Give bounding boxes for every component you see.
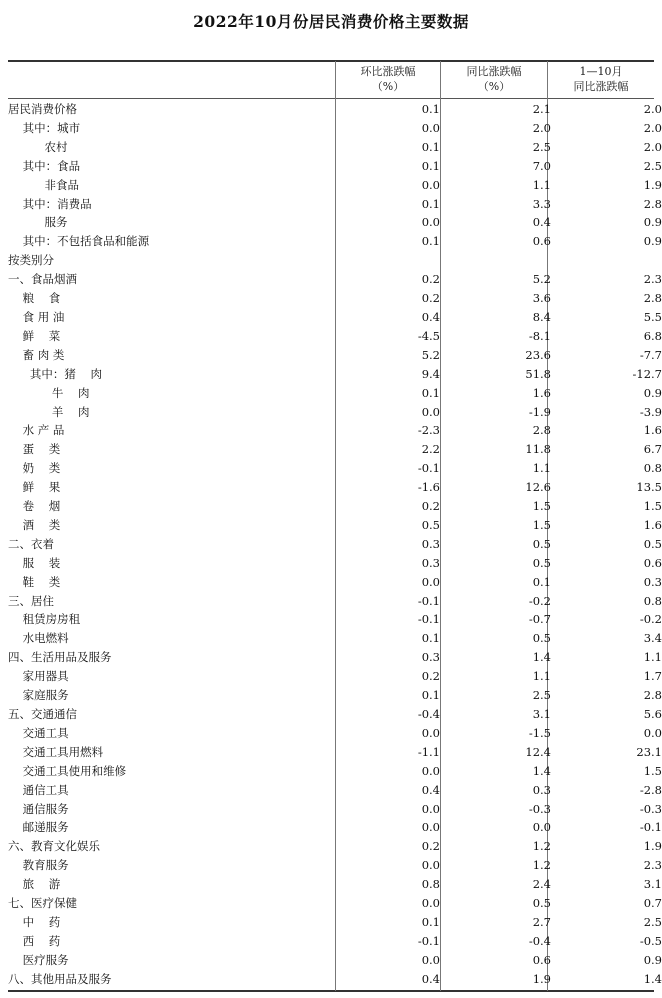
row-label: 酒 类 [8, 517, 61, 532]
row-label: 交通工具用燃料 [8, 744, 104, 759]
ytd-value: 2.5 [643, 158, 662, 173]
ytd-value: 2.5 [643, 914, 662, 929]
yoy-value: 0.5 [532, 631, 551, 646]
row-label: 中 药 [8, 914, 61, 929]
mom-value: -1.6 [417, 480, 440, 495]
table-row [8, 270, 662, 289]
table-row [8, 970, 662, 989]
ytd-value: 0.0 [643, 725, 662, 740]
row-label: 水电燃料 [8, 631, 69, 646]
yoy-value: -1.5 [528, 725, 551, 740]
row-label: 教育服务 [8, 858, 69, 873]
yoy-value: 3.1 [532, 707, 551, 721]
yoy-value: 1.5 [532, 499, 551, 514]
table-row [8, 667, 662, 686]
yoy-value: 7.0 [532, 158, 551, 173]
table-row [8, 365, 662, 384]
mom-value: 0.2 [421, 669, 440, 684]
yoy-value: 23.6 [525, 347, 551, 362]
table-row [8, 138, 662, 157]
ytd-value: -3.9 [639, 404, 662, 419]
ytd-value: 1.6 [643, 423, 662, 438]
ytd-value: 1.9 [643, 177, 662, 192]
mom-value: 0.1 [421, 234, 440, 249]
yoy-value: 12.4 [525, 744, 551, 759]
row-label: 按类别分 [8, 253, 54, 268]
ytd-value: 1.5 [643, 499, 662, 514]
yoy-value: 8.4 [532, 309, 551, 324]
table-row [8, 195, 662, 214]
table-row [8, 327, 662, 346]
yoy-value: 0.5 [532, 555, 551, 570]
row-label: 医疗服务 [8, 952, 69, 967]
ytd-value: 6.7 [643, 442, 662, 457]
mom-value: 0.0 [421, 177, 440, 192]
yoy-value: -0.7 [528, 612, 551, 627]
ytd-value: 2.8 [643, 688, 662, 703]
yoy-value: 1.1 [532, 177, 551, 192]
mom-value: -0.1 [417, 461, 440, 476]
mom-value: 0.3 [421, 555, 440, 570]
yoy-value: -0.4 [528, 933, 551, 948]
ytd-value: 5.5 [643, 309, 662, 324]
bottom-rule [8, 990, 654, 992]
table-row [8, 818, 662, 837]
yoy-value: 0.4 [532, 215, 551, 230]
ytd-value: 1.4 [643, 971, 662, 986]
table-row [8, 459, 662, 478]
ytd-value: -0.5 [639, 933, 662, 948]
yoy-value: 0.1 [532, 574, 551, 589]
row-label: 鞋 类 [8, 574, 61, 589]
mom-value: 2.2 [421, 442, 440, 457]
mom-value: -0.1 [417, 933, 440, 948]
table-row [8, 875, 662, 894]
yoy-value: -0.3 [528, 801, 551, 816]
mom-value: 0.0 [421, 763, 440, 778]
mom-value: 0.0 [421, 215, 440, 230]
table-row [8, 686, 662, 705]
ytd-value: 0.5 [643, 536, 662, 551]
table-row [8, 554, 662, 573]
mom-value: 0.3 [421, 536, 440, 551]
yoy-value: 1.9 [532, 971, 551, 986]
table-row [8, 724, 662, 743]
mom-value: 0.4 [421, 971, 440, 986]
yoy-value: 0.5 [532, 536, 551, 551]
row-label: 其中：不包括食品和能源 [8, 234, 150, 249]
yoy-value: 2.4 [532, 877, 551, 892]
table-row [8, 856, 662, 875]
row-label: 水 产 品 [8, 423, 65, 438]
row-label: 其中：猪 肉 [8, 366, 103, 381]
yoy-value: 1.6 [532, 385, 551, 400]
mom-value: 0.0 [421, 952, 440, 967]
ytd-value: 2.3 [643, 272, 662, 287]
ytd-value: 2.0 [643, 120, 662, 135]
page-title: 2022年10月份居民消费价格主要数据 [193, 12, 469, 31]
mom-value: 9.4 [421, 366, 440, 381]
yoy-value: 5.2 [532, 272, 551, 287]
table-row [8, 837, 662, 856]
row-label: 粮 食 [8, 291, 61, 306]
ytd-value: 0.3 [643, 574, 662, 589]
header-ytd-line2: 同比涨跌幅 [573, 80, 629, 93]
mom-value: 0.8 [421, 877, 440, 892]
yoy-value: 1.5 [532, 517, 551, 532]
table-row [8, 346, 662, 365]
ytd-value: 2.0 [643, 102, 662, 116]
yoy-value: 1.1 [532, 461, 551, 476]
mom-value: -4.5 [417, 328, 440, 343]
table-row [8, 478, 662, 497]
mom-value: -2.3 [417, 423, 440, 438]
mom-value: 0.0 [421, 801, 440, 816]
table-row [8, 213, 662, 232]
mom-value: 0.0 [421, 725, 440, 740]
table-row [8, 610, 662, 629]
table-row [8, 516, 662, 535]
yoy-value: 2.7 [532, 914, 551, 929]
row-label: 鲜 菜 [8, 328, 61, 343]
row-label: 牛 肉 [8, 385, 90, 400]
mom-value: 0.1 [421, 631, 440, 646]
table-row [8, 176, 662, 195]
row-label: 其中：食品 [8, 158, 81, 173]
ytd-value: 3.4 [643, 631, 662, 646]
ytd-value [555, 251, 662, 270]
yoy-value: 1.1 [532, 669, 551, 684]
yoy-value: 2.8 [532, 423, 551, 438]
mom-value: 0.2 [421, 291, 440, 306]
yoy-value: 1.4 [532, 650, 551, 665]
row-label: 奶 类 [8, 461, 61, 476]
table-row [8, 781, 662, 800]
row-label: 六、教育文化娱乐 [8, 839, 100, 854]
row-label: 四、生活用品及服务 [8, 650, 112, 665]
ytd-value: 1.1 [643, 650, 662, 665]
row-label: 邮递服务 [8, 820, 69, 835]
table-row [8, 951, 662, 970]
table-row [8, 573, 662, 592]
mom-value: 0.4 [421, 782, 440, 797]
table-row [8, 913, 662, 932]
mom-value: 0.1 [421, 139, 440, 154]
yoy-value: 3.3 [532, 196, 551, 211]
header-ytd [548, 64, 654, 96]
mom-value: 0.0 [421, 896, 440, 911]
table-row [8, 440, 662, 459]
table-row [8, 403, 662, 422]
table-row [8, 648, 662, 667]
yoy-value: 0.3 [532, 782, 551, 797]
yoy-value: 51.8 [525, 366, 551, 381]
mom-value: 0.5 [421, 517, 440, 532]
mom-value: 0.2 [421, 499, 440, 514]
ytd-value: -0.1 [639, 820, 662, 835]
mom-value: 0.1 [421, 914, 440, 929]
row-label: 家庭服务 [8, 688, 69, 703]
row-label: 羊 肉 [8, 404, 90, 419]
yoy-value: -0.2 [528, 593, 551, 608]
mom-value: 0.2 [421, 272, 440, 287]
table-row [8, 743, 662, 762]
row-label: 服 装 [8, 555, 61, 570]
yoy-value: 0.6 [532, 952, 551, 967]
ytd-value: -0.2 [639, 612, 662, 627]
table-row [8, 592, 662, 611]
ytd-value: 2.8 [643, 291, 662, 306]
yoy-value: 0.5 [532, 896, 551, 911]
yoy-value: 2.1 [532, 102, 551, 116]
table-row [8, 629, 662, 648]
ytd-value: 1.6 [643, 517, 662, 532]
ytd-value: -0.3 [639, 801, 662, 816]
row-label: 五、交通通信 [8, 707, 77, 721]
ytd-value: 2.0 [643, 139, 662, 154]
ytd-value: -7.7 [639, 347, 662, 362]
table-row [8, 800, 662, 819]
row-label: 西 药 [8, 933, 61, 948]
table-row [8, 157, 662, 176]
table-row [8, 289, 662, 308]
header-ytd-line1: 1—10月 [579, 65, 623, 78]
mom-value: 0.2 [421, 839, 440, 854]
mom-value: 0.0 [421, 858, 440, 873]
table-row [8, 119, 662, 138]
table-row [8, 384, 662, 403]
ytd-value: 0.6 [643, 555, 662, 570]
yoy-value: 0.0 [532, 820, 551, 835]
row-label: 农村 [8, 139, 68, 154]
table-row [8, 705, 662, 724]
ytd-value: 0.9 [643, 952, 662, 967]
ytd-value: -2.8 [639, 782, 662, 797]
row-label: 八、其他用品及服务 [8, 971, 112, 986]
row-label: 食 用 油 [8, 309, 65, 324]
table-row [8, 497, 662, 516]
ytd-value: 2.8 [643, 196, 662, 211]
mom-value: 0.1 [421, 102, 440, 116]
ytd-value: 0.8 [643, 461, 662, 476]
yoy-value: -1.9 [528, 404, 551, 419]
ytd-value: 23.1 [636, 744, 662, 759]
ytd-value: 0.8 [643, 593, 662, 608]
table-row [8, 932, 662, 951]
top-rule [8, 60, 654, 62]
row-label: 蛋 类 [8, 442, 61, 457]
header-yoy [441, 64, 547, 96]
cpi-data-table [8, 100, 662, 989]
yoy-value: 1.2 [532, 839, 551, 854]
row-label: 其中：消费品 [8, 196, 92, 211]
yoy-value: 3.6 [532, 291, 551, 306]
header-mom-line2: （%） [371, 80, 405, 93]
row-label: 通信工具 [8, 782, 69, 797]
header-mom-line1: 环比涨跌幅 [360, 65, 416, 78]
table-row [8, 251, 662, 270]
row-label: 交通工具使用和维修 [8, 763, 127, 778]
yoy-value: 1.2 [532, 858, 551, 873]
row-label: 畜 肉 类 [8, 347, 65, 362]
row-label: 三、居住 [8, 593, 54, 608]
mom-value: 0.0 [421, 820, 440, 835]
yoy-value: 12.6 [525, 480, 551, 495]
yoy-value: -8.1 [528, 328, 551, 343]
table-row [8, 894, 662, 913]
mom-value: 0.4 [421, 309, 440, 324]
yoy-value: 11.8 [525, 442, 551, 457]
ytd-value: 1.5 [643, 763, 662, 778]
mom-value: -0.4 [417, 707, 440, 721]
row-label: 七、医疗保健 [8, 896, 77, 911]
yoy-value: 2.5 [532, 139, 551, 154]
mom-value [335, 251, 444, 270]
header-mom [336, 64, 440, 96]
row-label: 租赁房房租 [8, 612, 81, 627]
row-label: 居民消费价格 [8, 102, 77, 116]
ytd-value: 2.3 [643, 858, 662, 873]
yoy-value: 1.4 [532, 763, 551, 778]
row-label: 卷 烟 [8, 499, 61, 514]
mom-value: 0.1 [421, 158, 440, 173]
row-label: 通信服务 [8, 801, 69, 816]
mom-value: 0.0 [421, 574, 440, 589]
ytd-value: -12.7 [632, 366, 662, 381]
mom-value: 5.2 [421, 347, 440, 362]
mom-value: 0.0 [421, 120, 440, 135]
table-row [8, 421, 662, 440]
yoy-value: 2.0 [532, 120, 551, 135]
ytd-value: 5.6 [643, 707, 662, 721]
table-row [8, 232, 662, 251]
ytd-value: 0.9 [643, 215, 662, 230]
mom-value: 0.3 [421, 650, 440, 665]
ytd-value: 3.1 [643, 877, 662, 892]
row-label: 鲜 果 [8, 480, 61, 495]
mom-value: 0.1 [421, 385, 440, 400]
table-row [8, 308, 662, 327]
yoy-value [444, 251, 555, 270]
table-row [8, 762, 662, 781]
row-label: 旅 游 [8, 877, 61, 892]
mom-value: -0.1 [417, 612, 440, 627]
ytd-value: 1.9 [643, 839, 662, 854]
row-label: 其中：城市 [8, 120, 81, 135]
mom-value: 0.1 [421, 196, 440, 211]
row-label: 服务 [8, 215, 68, 230]
mom-value: -1.1 [417, 744, 440, 759]
ytd-value: 1.7 [643, 669, 662, 684]
row-label: 家用器具 [8, 669, 69, 684]
table-row [8, 100, 662, 119]
ytd-value: 0.9 [643, 385, 662, 400]
ytd-value: 0.7 [643, 896, 662, 911]
yoy-value: 0.6 [532, 234, 551, 249]
table-row [8, 535, 662, 554]
row-label: 非食品 [8, 177, 80, 192]
header-yoy-line1: 同比涨跌幅 [466, 65, 522, 78]
row-label: 交通工具 [8, 725, 69, 740]
header-rule [8, 98, 654, 99]
mom-value: 0.0 [421, 404, 440, 419]
header-yoy-line2: （%） [477, 80, 511, 93]
yoy-value: 2.5 [532, 688, 551, 703]
mom-value: 0.1 [421, 688, 440, 703]
ytd-value: 0.9 [643, 234, 662, 249]
row-label: 一、食品烟酒 [8, 272, 77, 287]
ytd-value: 6.8 [643, 328, 662, 343]
ytd-value: 13.5 [636, 480, 662, 495]
mom-value: -0.1 [417, 593, 440, 608]
row-label: 二、衣着 [8, 536, 54, 551]
